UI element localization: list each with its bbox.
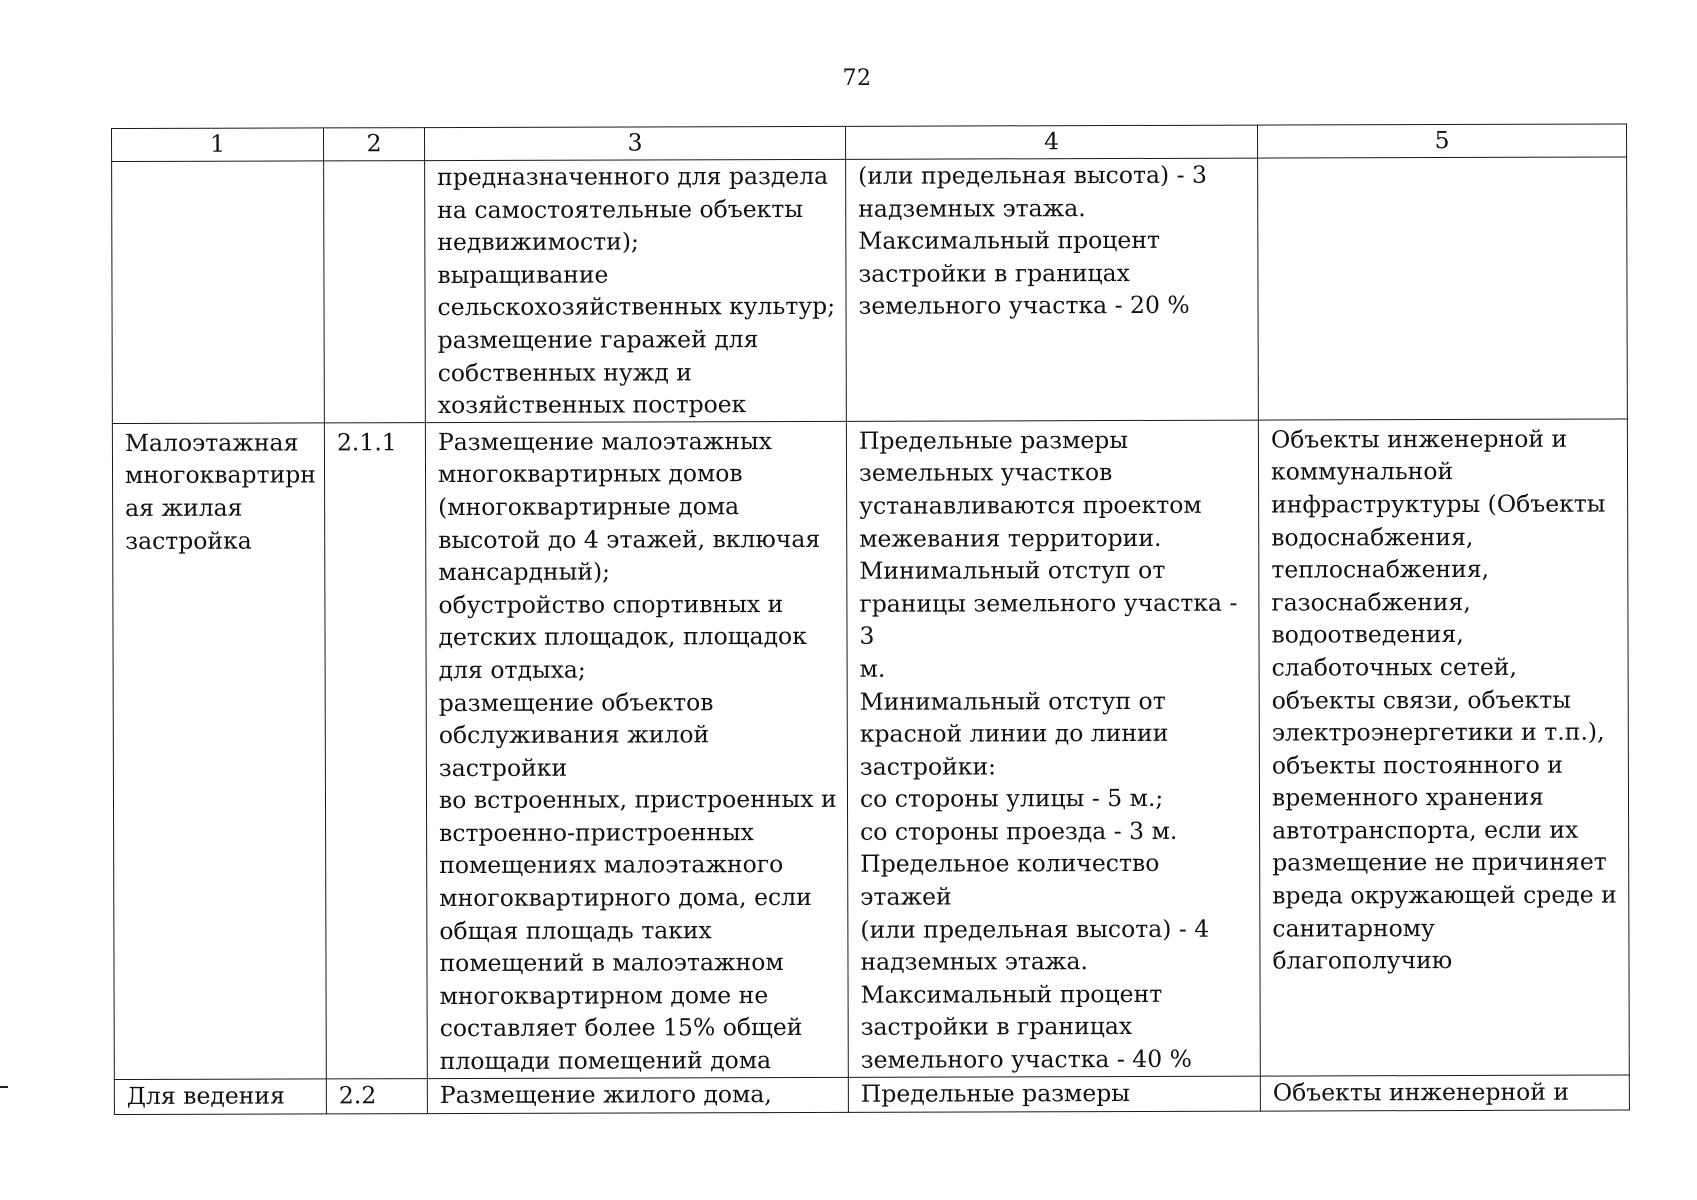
cell-land-use-type: Малоэтажная многоквартирн ая жилая застройка bbox=[112, 423, 326, 1080]
column-header-3: 3 bbox=[425, 126, 846, 160]
cell-parameters: Предельные размеры bbox=[848, 1076, 1260, 1112]
table-header-row bbox=[112, 124, 1627, 161]
cell-description: Размещение жилого дома, bbox=[427, 1077, 848, 1113]
cell-auxiliary-objects: Объекты инженерной и коммунальной инфраструктуры (Объекты водоснабжения, теплоснабжения, газоснабжения, водоотведения, слаботочных сетей, объекты связи, объекты электроэнергетики и т.п.), объекты постоянного и временного хранения автотранспорта, если их размещение не причиняет вреда окружающей среде и санитарному благополучию bbox=[1258, 419, 1629, 1076]
column-header-4: 4 bbox=[845, 125, 1257, 159]
column-header-1: 1 bbox=[112, 128, 324, 162]
table-row bbox=[114, 1075, 1629, 1114]
cell-code: 2.2 bbox=[326, 1078, 427, 1113]
cell-description: предназначенного для раздела на самостоятельные объекты недвижимости); выращивание сельскохозяйственных культур; размещение гаражей для собственных нужд и хозяйственных построек bbox=[425, 159, 847, 422]
cell-parameters: (или предельная высота) - 3 надземных этажа. Максимальный процент застройки в границах земельного участка - 20 % bbox=[846, 158, 1259, 421]
page-number: 72 bbox=[842, 66, 872, 91]
scan-edge-mark bbox=[0, 1086, 8, 1088]
cell-land-use-type bbox=[112, 161, 325, 423]
zoning-regulations-table bbox=[111, 124, 1630, 1115]
table-row bbox=[112, 157, 1628, 423]
table-row bbox=[112, 419, 1629, 1079]
column-header-5: 5 bbox=[1257, 124, 1626, 158]
cell-auxiliary-objects: Объекты инженерной и bbox=[1260, 1075, 1629, 1111]
cell-description: Размещение малоэтажных многоквартирных домов (многоквартирные дома высотой до 4 этажей, включая мансардный); обустройство спортивных и детских площадок, площадок для отдыха; размещение объектов обслуживания жилой застройки во встроенных, пристроенных и встроенно-пристроенных помещениях малоэтажного многоквартирного дома, если общая площадь таких помещений в малоэтажном многоквартирном доме не составляет более 15% общей площади помещений дома bbox=[425, 421, 848, 1078]
cell-code bbox=[324, 161, 426, 423]
cell-code: 2.1.1 bbox=[324, 422, 427, 1078]
cell-auxiliary-objects bbox=[1258, 157, 1628, 420]
cell-parameters: Предельные размеры земельных участков устанавливаются проектом межевания территории. Минимальный отступ от границы земельного участка - 3 м. Минимальный отступ от красной линии до линии застройки: со стороны улицы - 5 м.; со стороны проезда - 3 м. Предельное количество этажей (или предельная высота) - 4 надземных этажа. Максимальный процент застройки в границах земельного участка - 40 % bbox=[846, 420, 1260, 1077]
column-header-2: 2 bbox=[324, 128, 425, 161]
cell-land-use-type: Для ведения bbox=[114, 1078, 326, 1114]
